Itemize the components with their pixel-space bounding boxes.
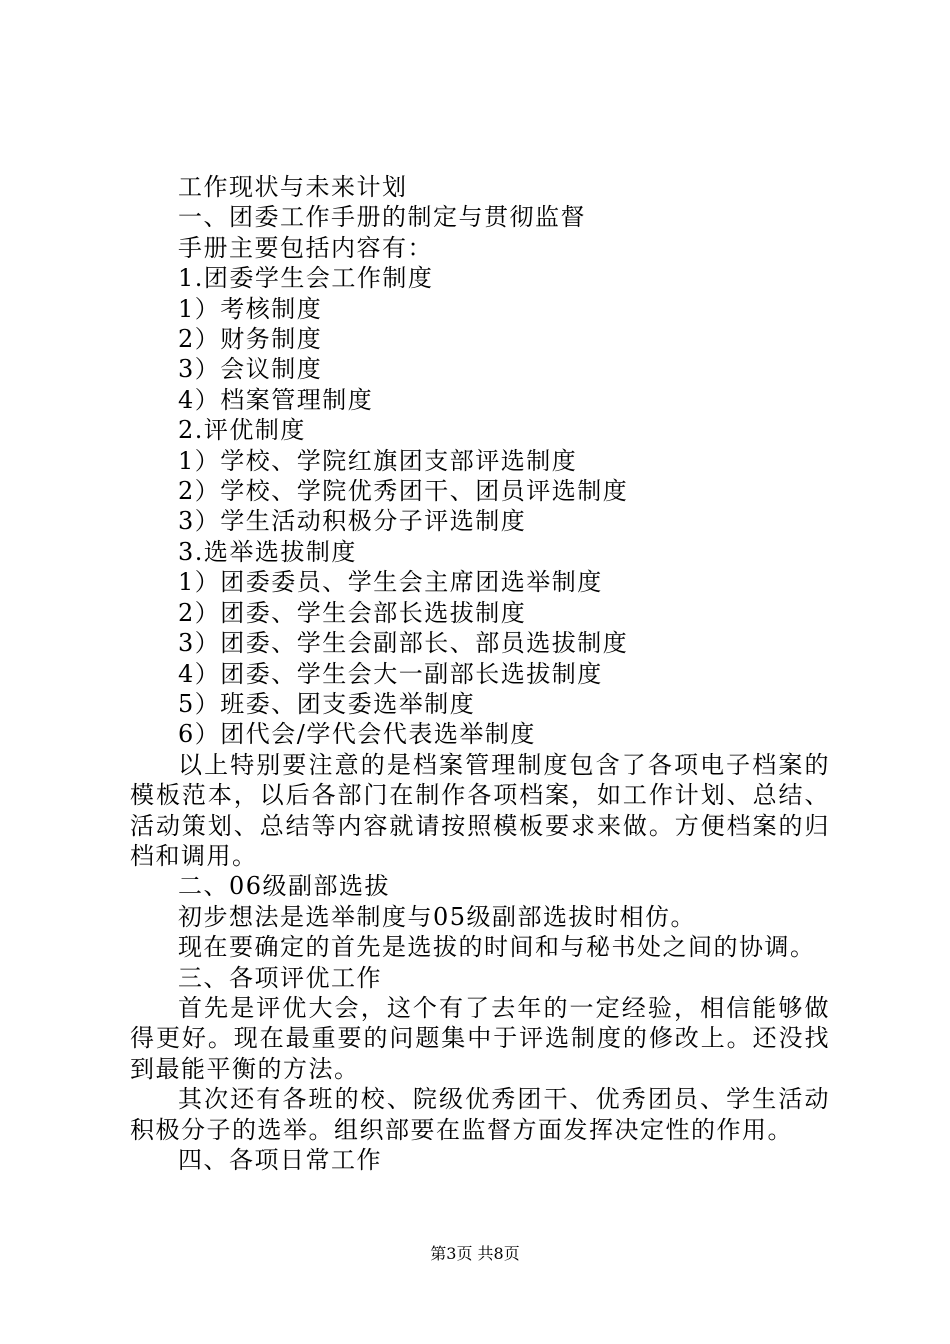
section-2-heading: 二、06级副部选拔 (178, 872, 391, 901)
section-2-paragraph-1: 初步想法是选举制度与05级副部选拔时相仿。 (178, 902, 697, 931)
group-2-heading: 2.评优制度 (178, 416, 306, 445)
list-item: 2）学校、学院优秀团干、团员评选制度 (178, 477, 629, 506)
list-item: 1）团委委员、学生会主席团选举制度 (178, 568, 603, 597)
section-4-heading: 四、各项日常工作 (178, 1146, 382, 1174)
list-item: 1）考核制度 (178, 294, 323, 323)
section-3-paragraph-2: 其次还有各班的校、院级优秀团干、优秀团员、学生活动积极分子的选举。组织部要在监督方面发挥决定性的作用。 (130, 1085, 830, 1144)
list-item: 1）学校、学院红旗团支部评选制度 (178, 446, 578, 475)
document-body (130, 172, 830, 1175)
list-item: 3）团委、学生会副部长、部员选拔制度 (178, 629, 629, 658)
list-item: 5）班委、团支委选举制度 (178, 689, 476, 718)
document-title: 工作现状与未来计划 (178, 173, 408, 201)
section-2-paragraph-2: 现在要确定的首先是选拔的时间和与秘书处之间的协调。 (178, 933, 816, 962)
list-item: 3）学生活动积极分子评选制度 (178, 507, 527, 536)
list-item: 4）团委、学生会大一副部长选拔制度 (178, 659, 603, 688)
list-item: 6）团代会/学代会代表选举制度 (178, 720, 536, 749)
group-1-heading: 1.团委学生会工作制度 (178, 264, 434, 293)
list-item: 4）档案管理制度 (178, 385, 374, 414)
page-number-footer: 第3页 共8页 (430, 1244, 520, 1263)
section-1-note: 以上特别要注意的是档案管理制度包含了各项电子档案的模板范本，以后各部门在制作各项档案，如工作计划、总结、活动策划、总结等内容就请按照模板要求来做。方便档案的归档和调用。 (130, 750, 830, 870)
section-1-intro: 手册主要包括内容有： (178, 233, 433, 262)
group-3-heading: 3.选举选拔制度 (178, 537, 357, 566)
section-1-heading: 一、团委工作手册的制定与贯彻监督 (178, 203, 586, 232)
section-3-paragraph-1: 首先是评优大会，这个有了去年的一定经验，相信能够做得更好。现在最重要的问题集中于评选制度的修改上。还没找到最能平衡的方法。 (130, 993, 830, 1083)
list-item: 2）团委、学生会部长选拔制度 (178, 598, 527, 627)
section-3-heading: 三、各项评优工作 (178, 963, 382, 992)
list-item: 2）财务制度 (178, 325, 323, 354)
list-item: 3）会议制度 (178, 355, 323, 384)
